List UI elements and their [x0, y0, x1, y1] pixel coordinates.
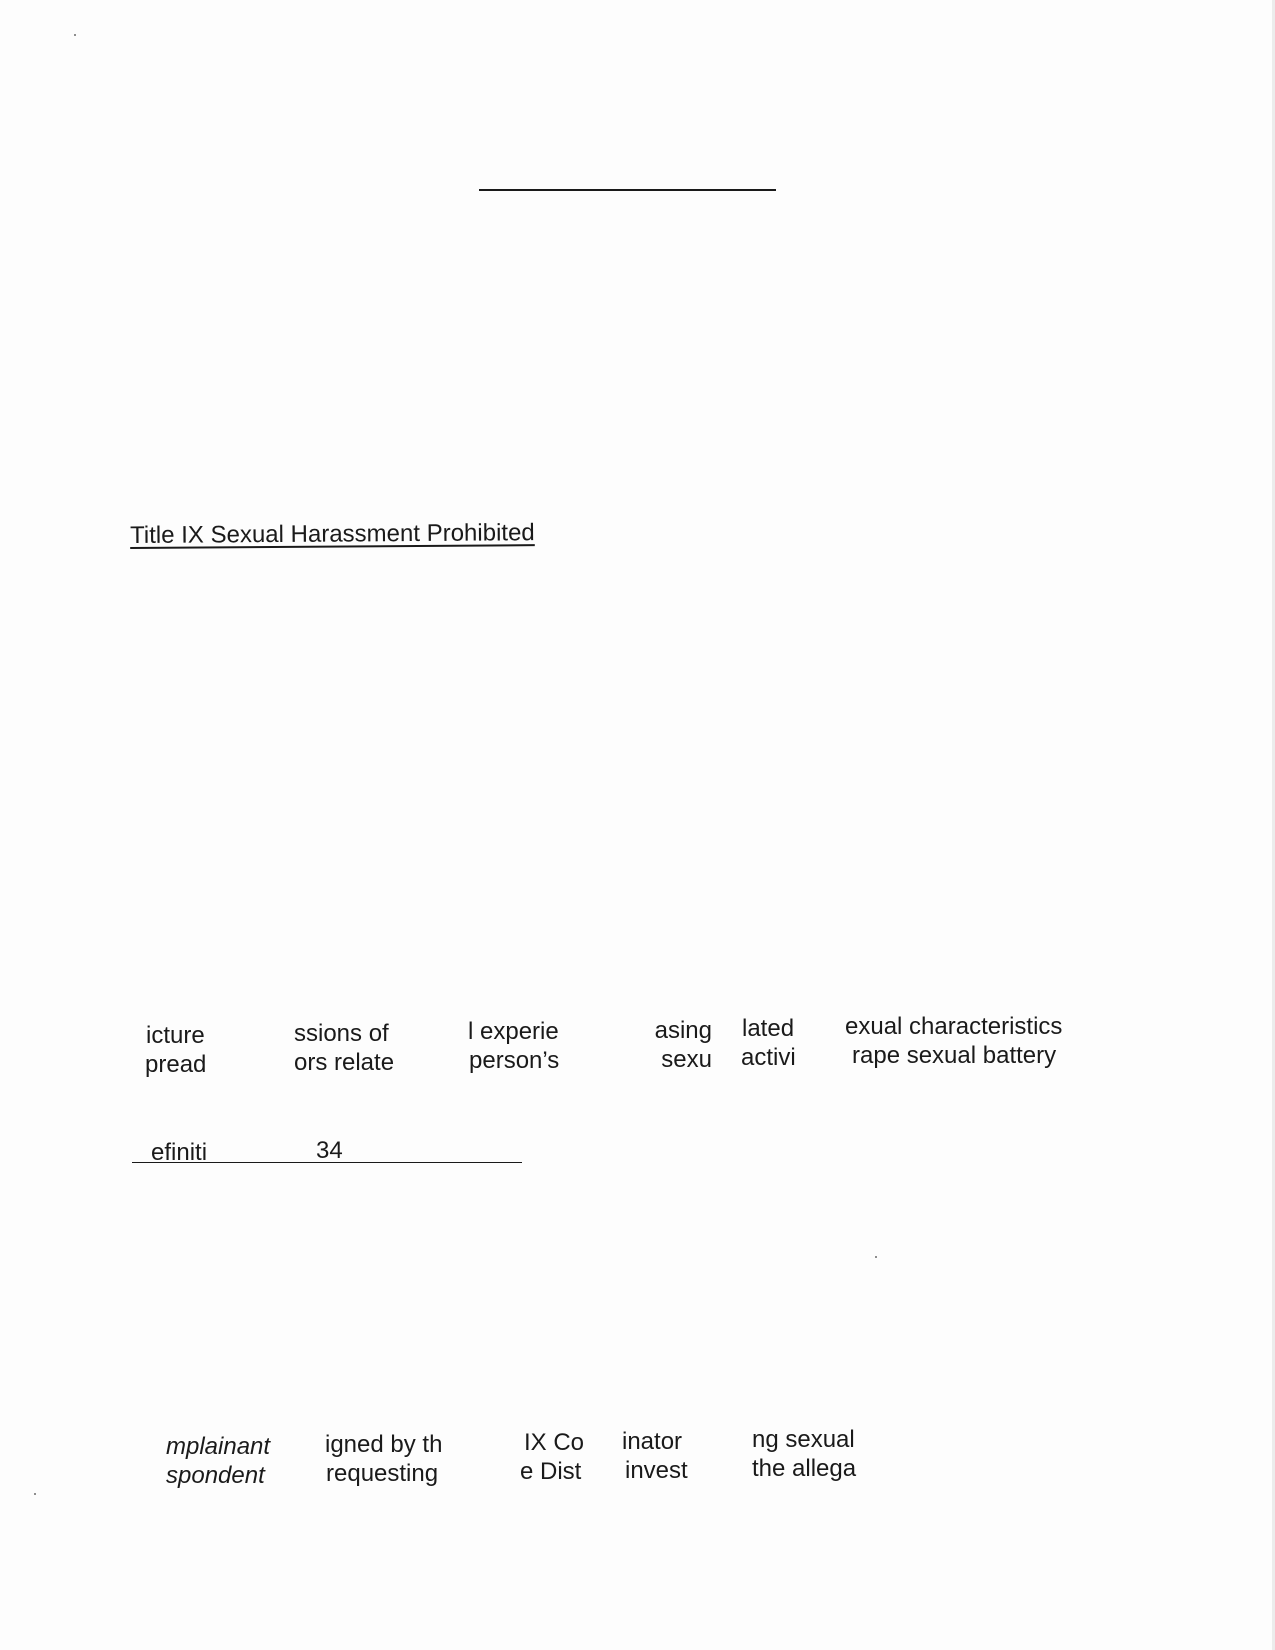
top-rule — [479, 189, 776, 191]
fragment-text: requesting — [326, 1460, 439, 1487]
fragment-text: rape sexual battery — [852, 1042, 1057, 1069]
fragment-text: pread — [145, 1051, 207, 1078]
fragment-text: person’s — [469, 1047, 560, 1074]
fragment-text: exual characteristics — [845, 1013, 1063, 1040]
definition-underline — [132, 1162, 522, 1163]
scan-speck — [34, 1493, 36, 1495]
fragment-text: ng sexual — [752, 1426, 855, 1453]
fragment-text: l experie — [468, 1018, 559, 1045]
fragment-text: IX Co — [524, 1429, 585, 1456]
fragment-text: spondent — [166, 1462, 265, 1489]
fragment-text: e Dist — [520, 1458, 582, 1485]
fragment-text: asing — [654, 1017, 712, 1044]
fragment-text: inator — [622, 1428, 683, 1455]
definition-word: efiniti — [151, 1139, 208, 1166]
fragment-text: ors relate — [294, 1049, 395, 1076]
fragment-text: lated — [742, 1015, 795, 1042]
section-heading: Title IX Sexual Harassment Prohibited — [130, 519, 535, 549]
definition-number: 34 — [316, 1137, 343, 1164]
fragment-text: ssions of — [294, 1020, 389, 1047]
fragment-text: igned by th — [325, 1431, 443, 1458]
scan-speck — [875, 1256, 877, 1258]
fragment-text: invest — [625, 1457, 688, 1484]
fragment-text: icture — [146, 1022, 205, 1049]
fragment-text: activi — [741, 1044, 796, 1071]
fragment-text: mplainant — [166, 1433, 271, 1460]
fragment-text: sexu — [661, 1046, 712, 1073]
fragment-text: the allega — [752, 1455, 857, 1482]
scan-speck — [74, 34, 76, 36]
